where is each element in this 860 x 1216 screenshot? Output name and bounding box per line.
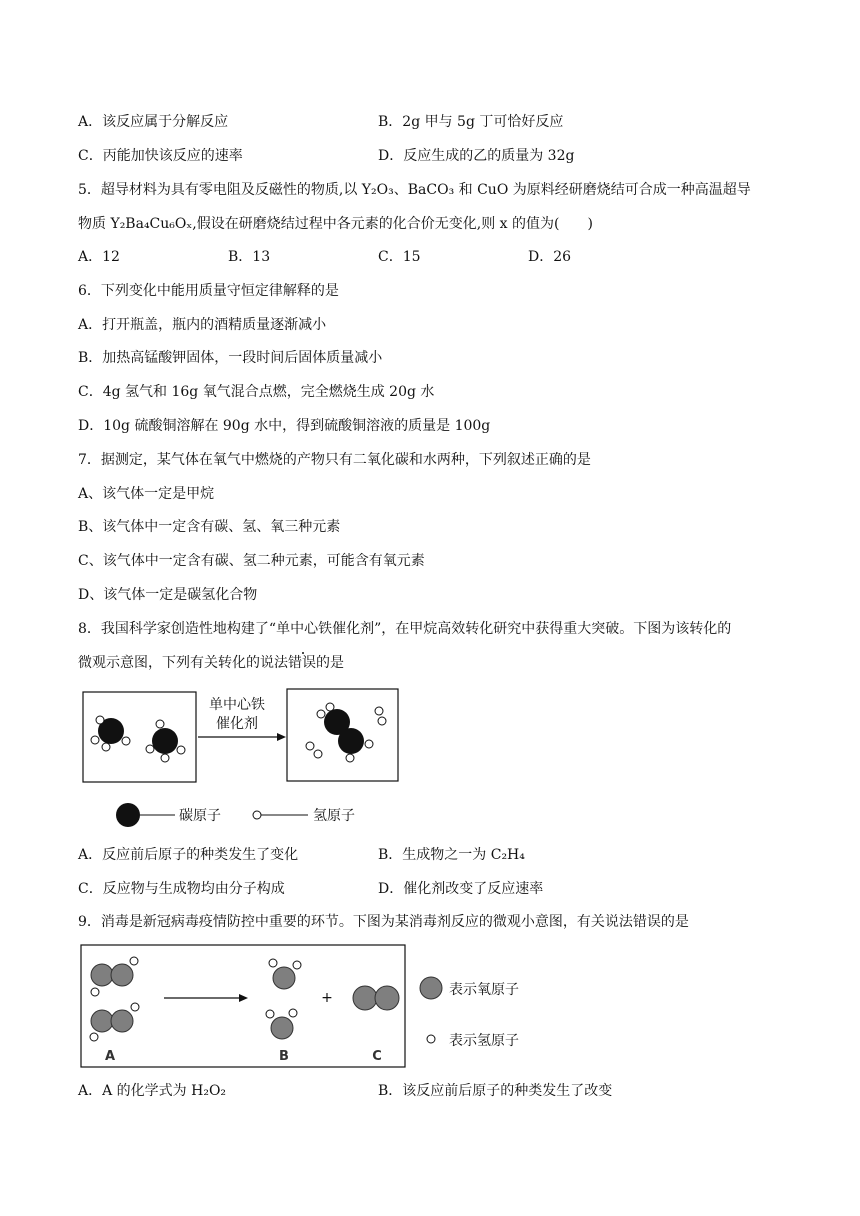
q7-option-c: C、该气体中一定含有碳、氢二种元素，可能含有氧元素 [78,553,425,569]
q6-option-b: B．加热高锰酸钾固体，一段时间后固体质量减小 [78,350,383,366]
q9-legend-oxygen-icon [420,977,442,999]
q8-catalyst-label-1: 单中心铁 [209,697,265,713]
q4-option-d: D．反应生成的乙的质量为 32g [378,148,575,164]
q9-molecule-c [353,986,399,1010]
q8-stem-line2 [78,653,344,673]
q6-option-c: C．4g 氢气和 16g 氧气混合点燃，完全燃烧生成 20g 水 [78,384,435,400]
q8-catalyst-label-2: 催化剂 [216,716,258,732]
q8-option-c: C．反应物与生成物均由分子构成 [78,881,285,897]
q9-legend-hydrogen-icon [427,1035,435,1043]
q8-ethylene-molecule [317,703,373,762]
q8-stem-line1: 8．我国科学家创造性地构建了“单中心铁催化剂”，在甲烷高效转化研究中获得重大突破。下图为该转化的 [78,621,732,637]
q9-molecule-a-2 [90,1003,139,1041]
q9-molecule-b-1 [269,959,301,989]
q9-molecule-b-2 [266,1009,297,1039]
q9-label-c: C [372,1049,382,1064]
q9-disinfectant-diagram [80,944,540,1070]
q8-methane-molecule-1 [91,716,130,751]
q7-option-a: A、该气体一定是甲烷 [78,486,215,502]
q9-arrow-head [239,994,248,1002]
q8-emphasis-word: 错误 [288,655,316,671]
q8-stem-line2-post: 的是 [316,655,344,671]
q9-label-b: B [279,1049,289,1064]
q6-option-d: D．10g 硫酸铜溶解在 90g 水中，得到硫酸铜溶液的质量是 100g [78,418,491,434]
q5-stem-line2: 物质 Y₂Ba₄Cu₆Oₓ,假设在研磨烧结过程中各元素的化合价无变化,则 x 的值为( ) [78,216,593,232]
q8-methane-molecule-2 [146,720,185,762]
q7-option-d: D、该气体一定是碳氢化合物 [78,587,258,603]
q5-option-c: C．15 [378,249,421,265]
q8-stem-line2-pre: 微观示意图，下列有关转化的说法 [78,655,288,671]
q5-stem-line1: 5．超导材料为具有零电阻及反磁性的物质,以 Y₂O₃、BaCO₃ 和 CuO 为原料经研磨烧结可合成一种高温超导 [78,182,751,198]
q8-option-d: D．催化剂改变了反应速率 [378,881,544,897]
q9-plus-sign: + [321,990,333,1006]
q9-stem: 9．消毒是新冠病毒疫情防控中重要的环节。下图为某消毒剂反应的微观小意图，有关说法错误的是 [78,914,689,930]
q5-option-b: B．13 [228,249,271,265]
q5-option-d: D．26 [528,249,572,265]
q4-option-b: B．2g 甲与 5g 丁可恰好反应 [378,114,564,130]
q8-option-b: B．生成物之一为 C₂H₄ [378,847,525,863]
q9-option-a: A．A 的化学式为 H₂O₂ [78,1083,227,1099]
q9-legend-hydrogen-label: 表示氢原子 [449,1033,519,1049]
q8-hydrogen-molecule-2 [306,742,322,758]
q9-option-b: B．该反应前后原子的种类发生了改变 [378,1083,613,1099]
q8-option-a: A．反应前后原子的种类发生了变化 [78,847,299,863]
q8-legend-hydrogen-label: 氢原子 [313,808,355,824]
q8-legend-carbon-label: 碳原子 [179,808,221,824]
q9-legend-oxygen-label: 表示氧原子 [449,982,519,998]
q8-legend-hydrogen-icon [253,811,261,819]
q6-option-a: A．打开瓶盖，瓶内的酒精质量逐渐减小 [78,317,327,333]
q9-molecule-a-1 [91,957,138,996]
q8-hydrogen-molecule-1 [375,707,386,725]
q9-label-a: A [104,1049,116,1064]
q7-option-b: B、该气体中一定含有碳、氢、氧三种元素 [78,519,341,535]
q7-stem: 7．据测定，某气体在氧气中燃烧的产物只有二氧化碳和水两种，下列叙述正确的是 [78,452,591,468]
q4-option-c: C．丙能加快该反应的速率 [78,148,243,164]
q5-option-a: A．12 [78,249,120,265]
q8-methane-diagram [80,684,410,834]
q4-option-a: A．该反应属于分解反应 [78,114,229,130]
q6-stem: 6．下列变化中能用质量守恒定律解释的是 [78,283,339,299]
q8-legend-carbon-icon [116,803,140,827]
q8-arrow-head [277,733,286,741]
